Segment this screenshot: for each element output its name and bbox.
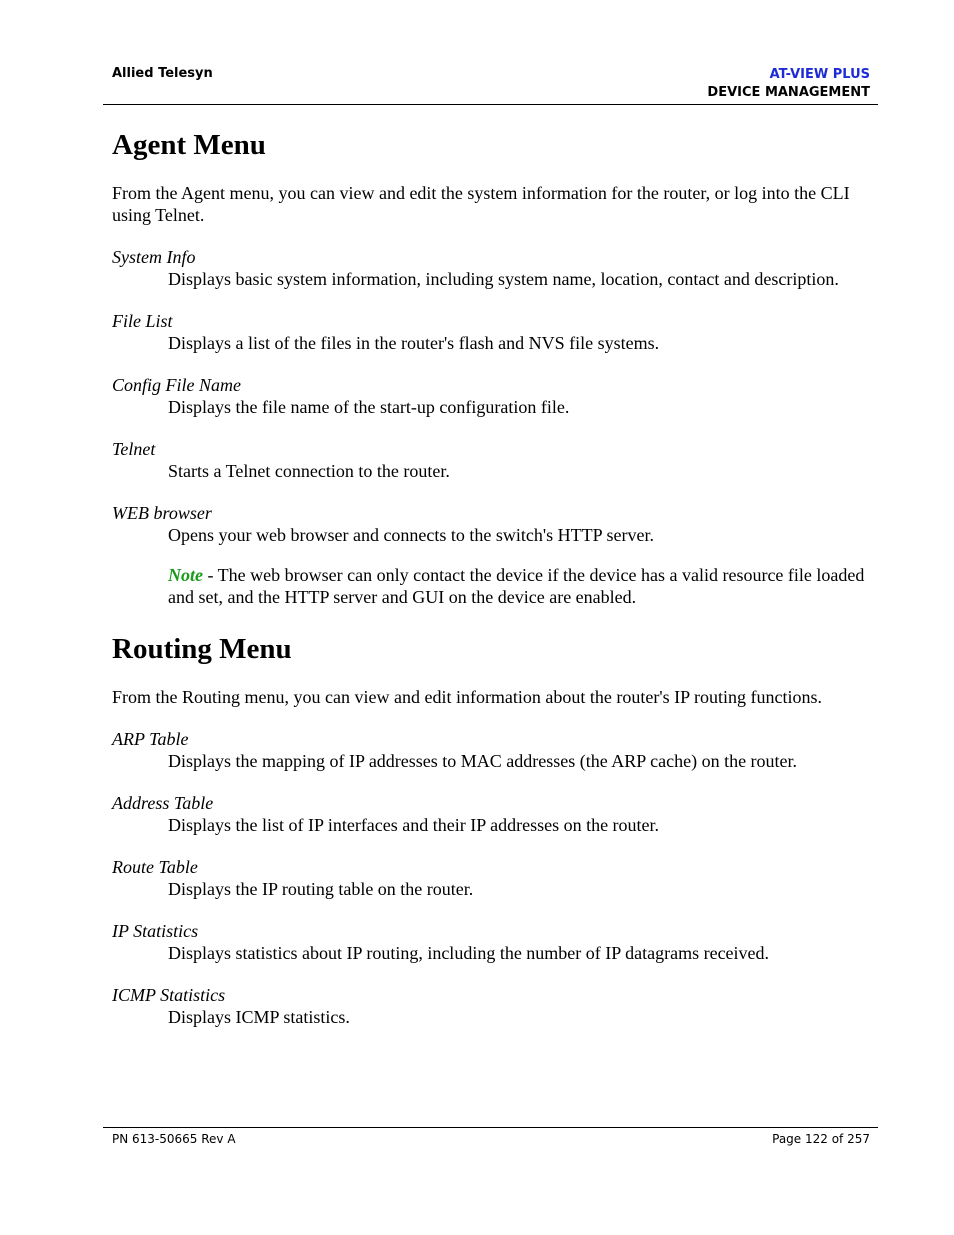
menu-term: File List	[112, 311, 173, 331]
header-company: Allied Telesyn	[112, 66, 213, 81]
menu-description: Displays the mapping of IP addresses to MAC addresses (the ARP cache) on the router.	[168, 751, 798, 771]
menu-term: Config File Name	[112, 375, 241, 395]
header-product: AT-VIEW PLUS	[769, 67, 870, 82]
footer-page-number: Page 122 of 257	[772, 1132, 870, 1146]
menu-term: ARP Table	[112, 729, 189, 749]
menu-description: Displays a list of the files in the router's flash and NVS file systems.	[168, 333, 660, 353]
agent-menu-item	[112, 438, 872, 482]
agent-menu-item	[112, 246, 872, 290]
note-label: Note	[168, 565, 203, 585]
menu-term: Telnet	[112, 439, 156, 459]
menu-description: Starts a Telnet connection to the router.	[168, 461, 450, 481]
page-content	[112, 124, 872, 1048]
agent-menu-item	[112, 502, 872, 546]
note-text: - The web browser can only contact the device if the device has a valid resource file loaded and set, and the HTTP server and GUI on the device are enabled.	[168, 565, 865, 607]
agent-menu-item	[112, 310, 872, 354]
menu-description: Displays basic system information, including system name, location, contact and description.	[168, 269, 839, 289]
menu-description: Displays the IP routing table on the router.	[168, 879, 474, 899]
routing-menu-item	[112, 856, 872, 900]
routing-menu-intro: From the Routing menu, you can view and edit information about the router's IP routing functions.	[112, 687, 822, 707]
header-rule	[103, 104, 878, 105]
menu-term: WEB browser	[112, 503, 212, 523]
agent-menu-heading: Agent Menu	[112, 129, 266, 161]
header-section: DEVICE MANAGEMENT	[707, 85, 870, 100]
menu-description: Displays statistics about IP routing, including the number of IP datagrams received.	[168, 943, 770, 963]
web-browser-note	[168, 564, 872, 608]
menu-term: IP Statistics	[112, 921, 199, 941]
routing-menu-item	[112, 728, 872, 772]
routing-menu-item	[112, 984, 872, 1028]
menu-term: ICMP Statistics	[112, 985, 226, 1005]
routing-menu-heading: Routing Menu	[112, 633, 292, 665]
agent-menu-item	[112, 374, 872, 418]
menu-term: Route Table	[112, 857, 198, 877]
footer-part-number: PN 613-50665 Rev A	[112, 1132, 236, 1146]
footer-rule	[103, 1127, 878, 1128]
routing-menu-item	[112, 792, 872, 836]
menu-description: Opens your web browser and connects to the switch's HTTP server.	[168, 525, 654, 545]
menu-description: Displays the file name of the start-up configuration file.	[168, 397, 570, 417]
routing-menu-item	[112, 920, 872, 964]
menu-description: Displays the list of IP interfaces and their IP addresses on the router.	[168, 815, 660, 835]
agent-menu-intro: From the Agent menu, you can view and edit the system information for the router, or log into the CLI using Telnet.	[112, 183, 850, 225]
header-right	[707, 66, 870, 102]
menu-term: System Info	[112, 247, 196, 267]
menu-term: Address Table	[112, 793, 214, 813]
menu-description: Displays ICMP statistics.	[168, 1007, 350, 1027]
